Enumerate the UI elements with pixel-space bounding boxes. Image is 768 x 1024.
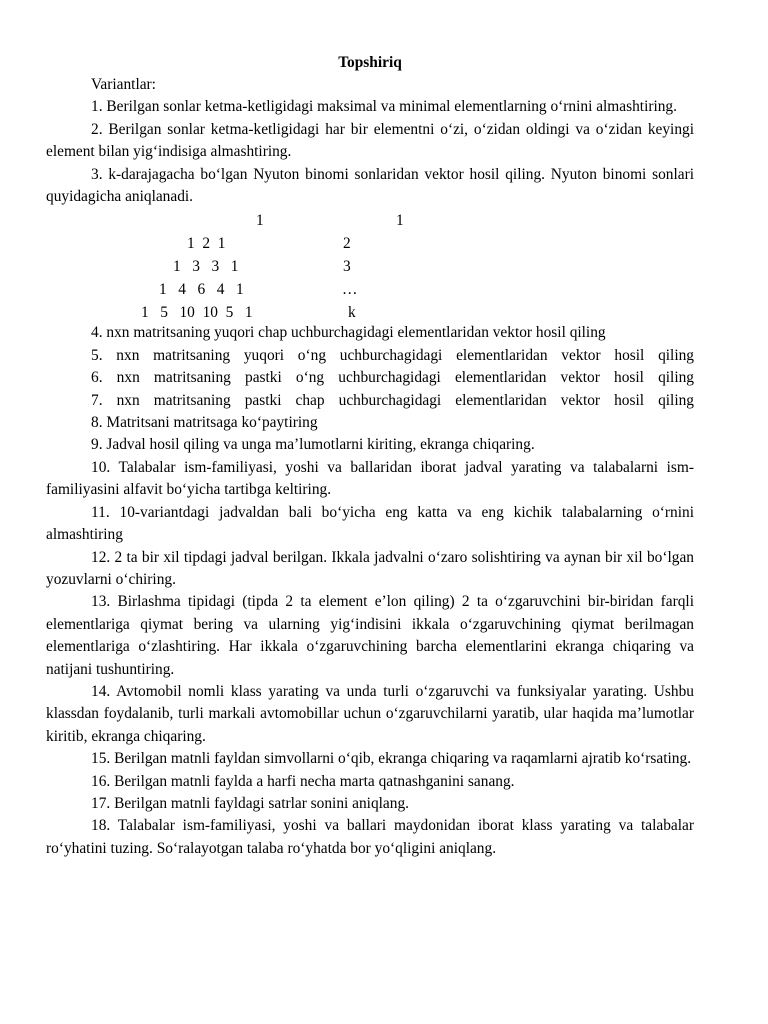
task-item-18: 18. Talabalar ism-familiyasi, yoshi va ballari maydonidan iborat klass yarating va talabalar ro‘yhatini tuzing. So‘ralayotgan talaba ro‘yhatda bor yo‘qligini aniqlang. xyxy=(46,817,694,857)
task-item-6: 6. nxn matritsaning pastki o‘ng uchburchagidagi elementlaridan vektor hosil qiling xyxy=(91,369,694,387)
task-item-16: 16. Berilgan matnli faylda a harfi necha marta qatnashganini sanang. xyxy=(91,772,515,790)
document-title: Topshiriq xyxy=(338,54,402,71)
triangle-row-coeffs: 1 5 10 10 5 1 xyxy=(141,304,253,322)
triangle-row-k: 2 xyxy=(343,235,351,253)
task-item-14: 14. Avtomobil nomli klass yarating va unda turli o‘zgaruvchi va funksiyalar yarating. Ushbu klassdan foydalanib, turli markali avtomobillar uchun o‘zgaruvchilarni yaratib, ular haqida ma’lumotlar kiritib, ekranga chiqaring. xyxy=(46,682,694,745)
triangle-row-coeffs: 1 xyxy=(256,212,264,230)
triangle-row-k: 3 xyxy=(343,258,351,276)
task-item-7: 7. nxn matritsaning pastki chap uchburchagidagi elementlaridan vektor hosil qiling xyxy=(91,391,694,409)
triangle-row-coeffs: 1 3 3 1 xyxy=(173,258,239,276)
triangle-row-coeffs: 1 2 1 xyxy=(187,235,226,253)
task-item-8: 8. Matritsani matritsaga ko‘paytiring xyxy=(91,414,318,432)
triangle-row-coeffs: 1 4 6 4 1 xyxy=(159,281,244,299)
task-item-2: 2. Berilgan sonlar ketma-ketligidagi har bir elementni o‘zi, o‘zidan oldingi va o‘zidan keyingi element bilan yig‘indisiga almashtiring. xyxy=(46,120,694,161)
triangle-row-k: 1 xyxy=(396,212,404,230)
intro-text: Variantlar: xyxy=(91,76,156,93)
triangle-row-k: … xyxy=(342,281,358,299)
task-item-13: 13. Birlashma tipidagi (tipda 2 ta element e’lon qiling) 2 ta o‘zgaruvchini bir-biridan farqli elementlariga qiymat bering va ularning yig‘indisini ikkala o‘zgaruvchining qiymat berilmagan elementlariga o‘zlashtiring. Har ikkala o‘zgaruvchining barcha elementlarini ekranga chiqaring va natijani tushuntiring. xyxy=(46,593,694,678)
task-item-3: 3. k-darajagacha bo‘lgan Nyuton binomi sonlaridan vektor hosil qiling. Nyuton binomi sonlari quyidagicha aniqlanadi. xyxy=(46,165,694,206)
task-item-10: 10. Talabalar ism-familiyasi, yoshi va ballaridan iborat jadval yarating va talabalarni ism-familiyasini alfavit bo‘yicha tartibga keltiring. xyxy=(46,458,694,499)
triangle-row-k: k xyxy=(348,304,356,322)
task-item-5: 5. nxn matritsaning yuqori o‘ng uchburchagidagi elementlaridan vektor hosil qiling xyxy=(91,346,694,364)
task-item-17: 17. Berilgan matnli fayldagi satrlar sonini aniqlang. xyxy=(91,794,409,812)
task-item-11: 11. 10-variantdagi jadvaldan bali bo‘yicha eng katta va eng kichik talabalarning o‘rnini almashtiring xyxy=(46,503,694,544)
pascal-triangle xyxy=(46,208,694,322)
task-item-1: 1. Berilgan sonlar ketma-ketligidagi maksimal va minimal elementlarning o‘rnini almashtiring. xyxy=(91,98,677,116)
task-item-9: 9. Jadval hosil qiling va unga ma’lumotlarni kiriting, ekranga chiqaring. xyxy=(91,436,535,454)
document-page xyxy=(46,52,694,860)
task-item-15: 15. Berilgan matnli fayldan simvollarni o‘qib, ekranga chiqaring va raqamlarni ajratib ko‘rsating. xyxy=(91,750,692,768)
task-item-4: 4. nxn matritsaning yuqori chap uchburchagidagi elementlaridan vektor hosil qiling xyxy=(91,324,606,342)
task-item-12: 12. 2 ta bir xil tipdagi jadval berilgan. Ikkala jadvalni o‘zaro solishtiring va aynan bir xil bo‘lgan yozuvlarni o‘chiring. xyxy=(46,548,694,588)
